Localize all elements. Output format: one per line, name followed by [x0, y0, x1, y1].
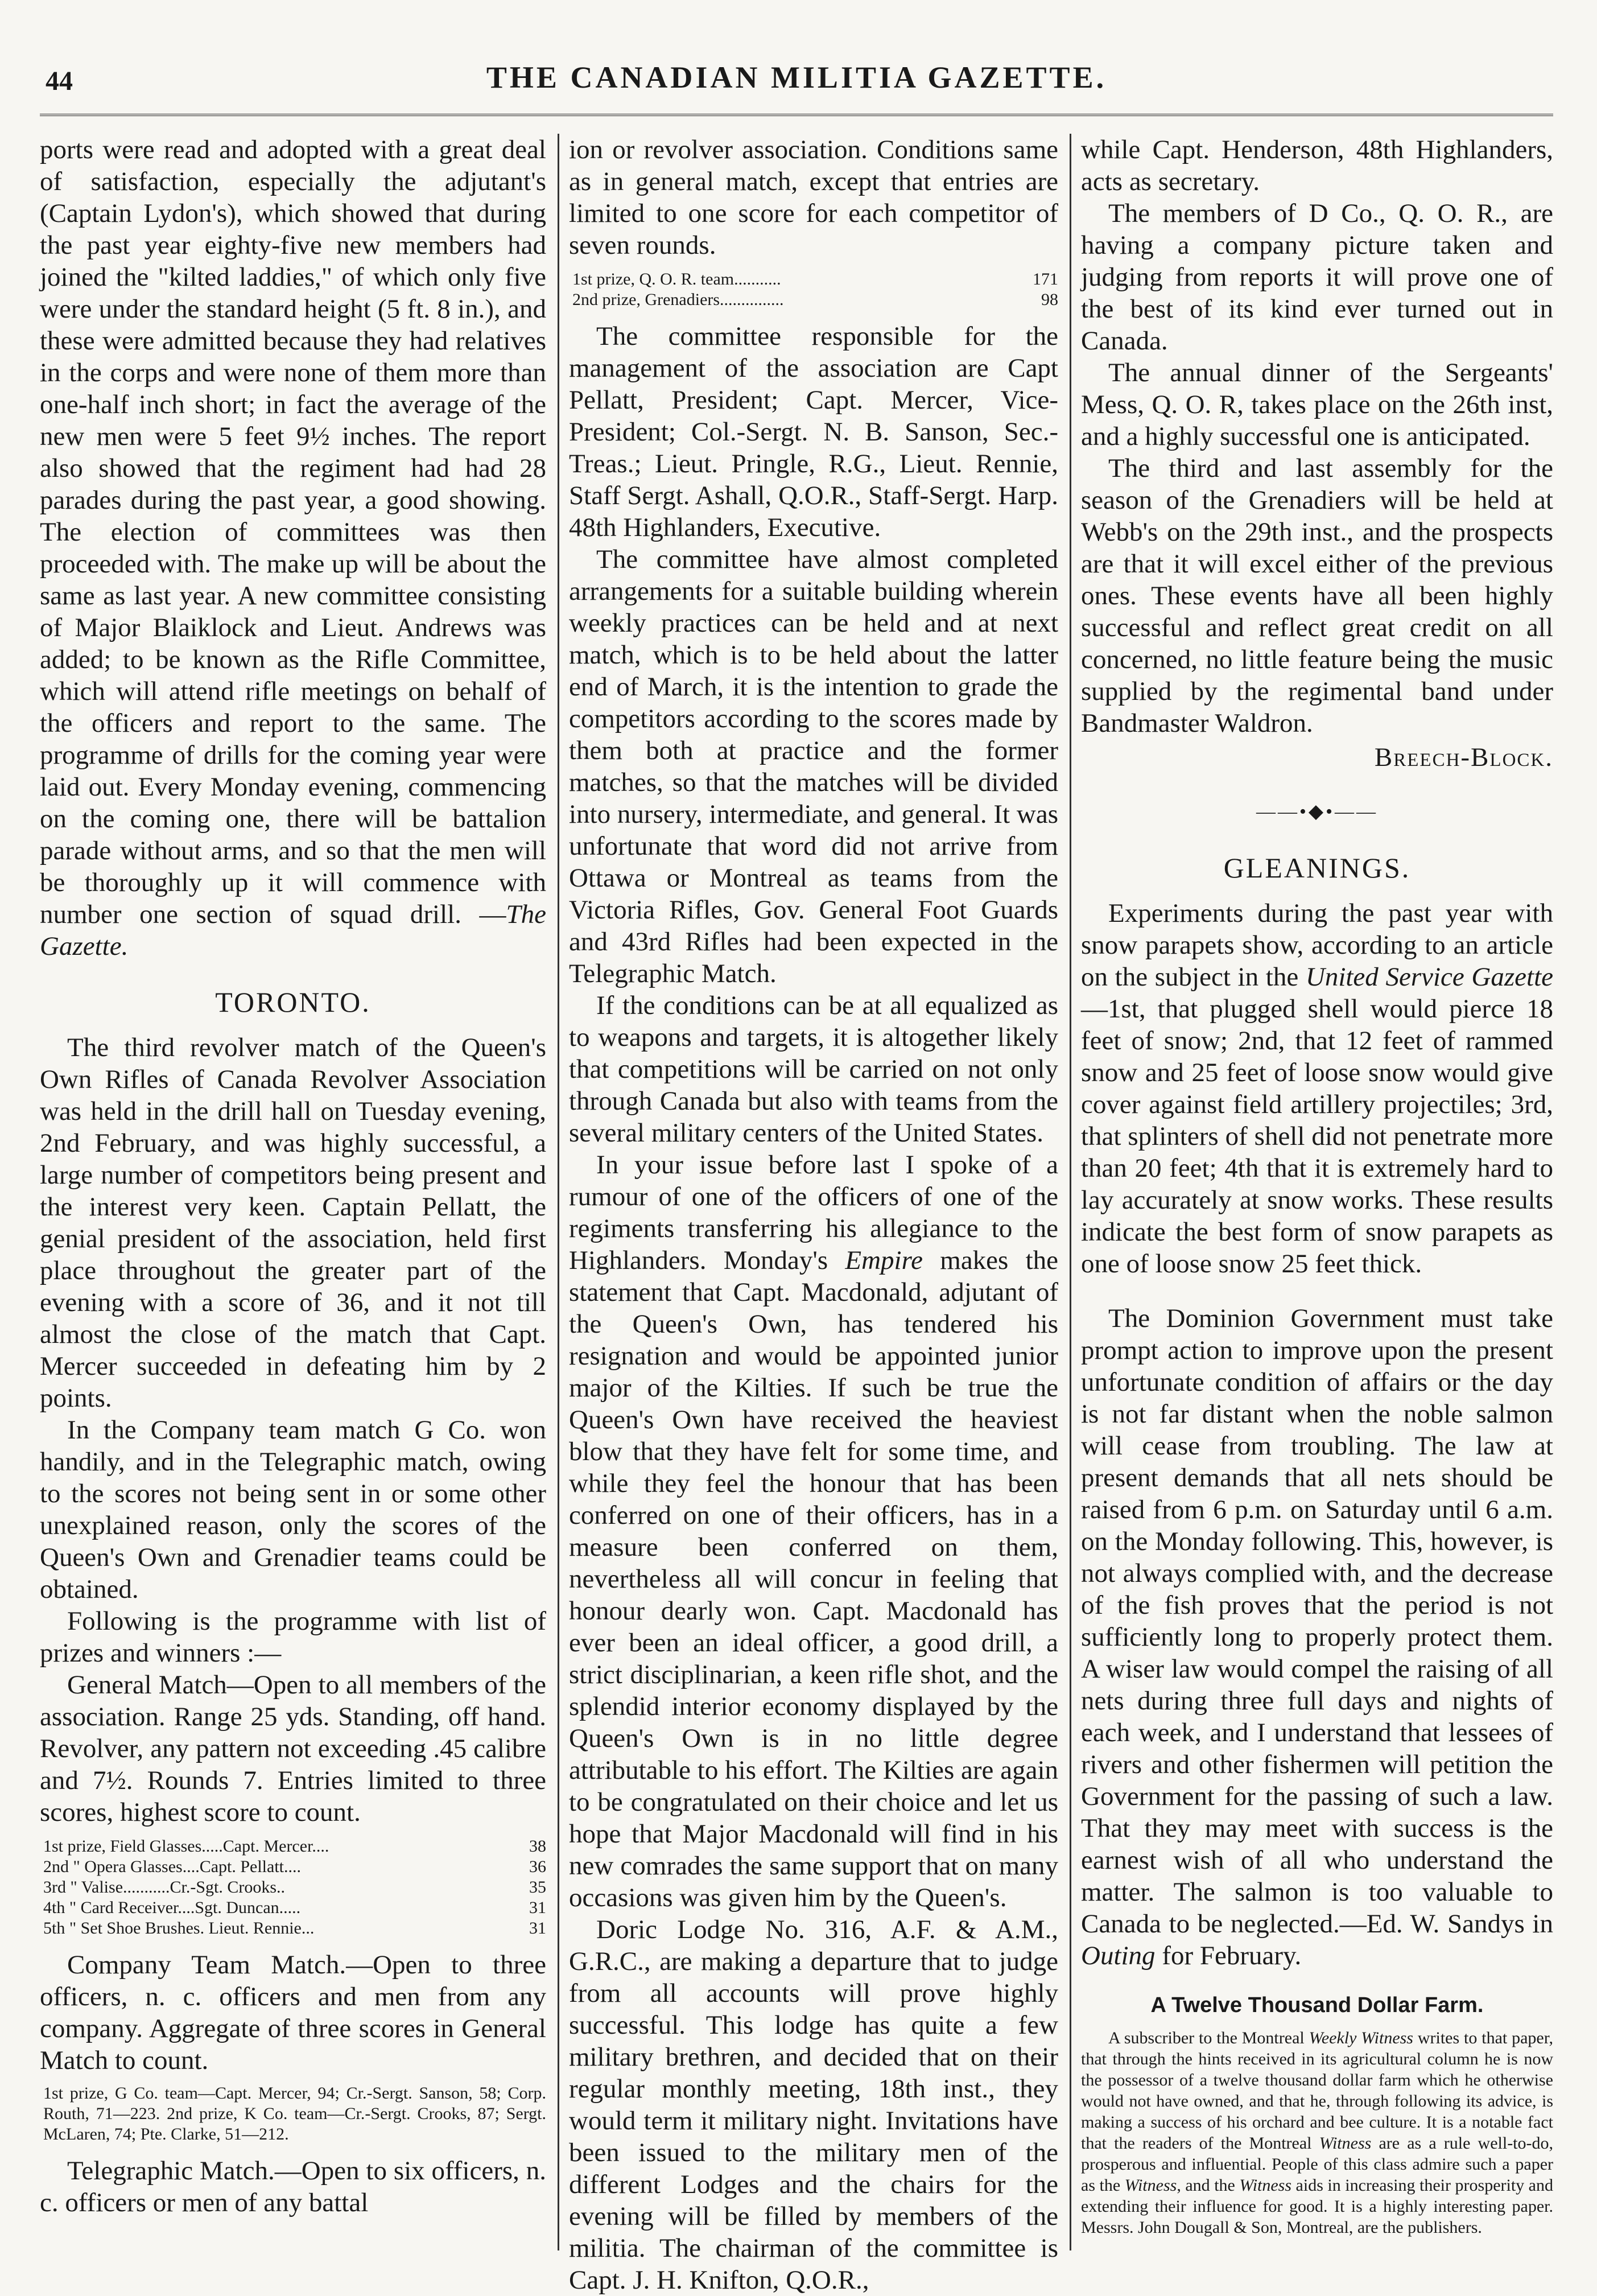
prize-row: [572, 290, 1058, 310]
paragraph: [1081, 897, 1553, 1280]
paragraph: The committee responsible for the management of the association are Capt Pellatt, President; Capt. Mercer, Vice-President; Col.-Sergt. N. B. Sanson, Sec.-Treas.; Lieut. Pringle, R.G., Lieut. Rennie, Staff Sergt. Ashall, Q.O.R., Staff-Sergt. Harp. 48th Highlanders, Executive.: [569, 321, 1058, 542]
paragraph: The committee have almost completed arrangements for a suitable building wherein weekly practices can be held and at next match, which is to be held about the latter end of March, it is the intention to grade the competitors according to the scores made by them both at practice and the former matches, so that the matches will be divided into nursery, intermediate, and general. It was unfortunate that word did not arrive from Ottawa or Montreal as teams from the Victoria Rifles, Gov. General Foot Guards and 43rd Rifles had been expected in the Telegraphic Match.: [569, 545, 1058, 988]
paragraph: General Match—Open to all members of the association. Range 25 yds. Standing, off hand. Revolver, any pattern not exceeding .45 calibre and 7½. Rounds 7. Entries limited to three scores, highest score to count.: [40, 1670, 546, 1827]
paragraph: Company Team Match.—Open to three officers, n. c. officers and men from any company. Aggregate of three scores in General Match to count.: [40, 1950, 546, 2075]
paragraph-text: ports were read and adopted with a great deal of satisfaction, especially the adjutant's (Captain Lydon's), which showed that during the past year eighty-five new members had joined the "kilted laddies," of which only five were under the standard height (5 ft. 8 in.), and these were admitted because they had relatives in the corps and were none of them more than one-half inch short; in fact the average of the new men were 5 feet 9½ inches. The report also showed that the regiment had had 28 parades during the past year, a good showing. The election of committees was then proceeded with. The make up will be about the same as last year. A new committee consisting of Major Blaiklock and Lieut. Andrews was added; to be known as the Rifle Committee, which will attend rifle meetings on behalf of the officers and report to the same. The programme of drills for the coming year were laid out. Every Monday evening, commencing on the coming one, there will be battalion parade without arms, and so that the men will be thoroughly up it will commence with number one section of squad drill. —: [40, 135, 546, 929]
column-1: [40, 134, 546, 2256]
prize-score: 31: [529, 1919, 546, 1938]
prize-label: 1st prize, Q. O. R. team...........: [572, 270, 781, 288]
section-heading-toronto: TORONTO.: [215, 986, 371, 1018]
page-number: 44: [46, 66, 73, 96]
paragraph: Following is the programme with list of prizes and winners :—: [40, 1606, 546, 1668]
page-header: [40, 54, 1553, 100]
prize-score: 98: [1041, 290, 1058, 309]
paragraph: Telegraphic Match.—Open to six officers, n. c. officers or men of any battal: [40, 2156, 546, 2217]
paragraph-text: In your issue before last I spoke of a rumour of one of the officers of one of the regiments transferring his allegiance to the Highlanders. Monday's: [569, 1150, 1058, 1275]
masthead-title: THE CANADIAN MILITIA GAZETTE.: [486, 60, 1107, 94]
prize-score: 171: [1033, 270, 1058, 288]
paragraph-text: for February.: [1162, 1941, 1302, 1971]
paragraph-text: aids in increasing their prosperity and extending their influence for good. It is a highly interesting paper. Messrs. John Dougall & Son, Montreal, are the publishers.: [1081, 2176, 1553, 2237]
prize-score: 31: [529, 1898, 546, 1917]
source-citation: The Gazette.: [40, 900, 546, 961]
paragraph-text: are as a rule well-to-do, prosperous and influential. People of this class admire such a paper as the: [1081, 2134, 1554, 2195]
paragraph: If the conditions can be at all equalized as to weapons and targets, it is altogether likely that competitions will be carried on not only through Canada but also with teams from the several military centers of the United States.: [569, 991, 1058, 1148]
section-heading-gleanings: GLEANINGS.: [1223, 852, 1411, 884]
paragraph: The members of D Co., Q. O. R., are having a company picture taken and judging from reports it will prove one of the best of its kind ever turned out in Canada.: [1081, 199, 1553, 356]
paragraph: The third and last assembly for the season of the Grenadiers will be held at Webb's on the 29th inst., and the prospects are that it will excel either of the previous ones. These events have all been highly successful and reflect great credit on all concerned, no little feature being the music supplied by the regimental band under Bandmaster Waldron.: [1081, 454, 1553, 738]
paragraph: The third revolver match of the Queen's Own Rifles of Canada Revolver Association was held in the drill hall on Tuesday evening, 2nd February, and was highly successful, a large number of competitors being present and the interest very keen. Captain Pellatt, the genial president of the association, held first place throughout the greater part of the evening with a score of 36, and it not till almost the close of the match that Capt. Mercer succeeded in defeating him by 2 points.: [40, 1033, 546, 1413]
prize-label: 1st prize, Field Glasses.....Capt. Mercer....: [43, 1837, 329, 1856]
paragraph-text: The Dominion Government must take prompt action to improve upon the present unfortunate condition of affairs or the day is not far distant when the noble salmon will cease from troubling. The law at present demands that all nets should be raised from 6 p.m. on Saturday until 6 a.m. on the Monday following. This, however, is not always complied with, and the decrease of the fish proves that the period is not sufficiently long to properly protect them. A wiser law would compel the raising of all nets during three full days and nights of each week, and I understand that lessees of rivers and other fishermen will petition the Government for the passing of such a law. That they may meet with success is the earnest wish of all who understand the matter. The salmon is too valuable to Canada to be neglected.—Ed. W. Sandys in: [1081, 1304, 1553, 1939]
column-2: [569, 134, 1059, 2295]
newspaper-name: Empire: [845, 1246, 923, 1275]
prize-label: 3rd " Valise...........Cr.-Sgt. Crooks..: [43, 1878, 286, 1897]
section-ornament: ——•◆•——: [1256, 801, 1378, 822]
prize-row: [43, 1857, 546, 1877]
paragraph: ion or revolver association. Conditions same as in general match, except that entries are limited to one score for each competitor of seven rounds.: [569, 135, 1058, 260]
prize-row: [572, 269, 1058, 290]
paragraph: The annual dinner of the Sergeants' Mess, Q. O. R, takes place on the 26th inst, and a highly successful one is anticipated.: [1081, 358, 1553, 451]
paragraph: [569, 1149, 1058, 1914]
paragraph: [1081, 1302, 1553, 1972]
paragraph-text: writes to that paper, that through the hints received in its agricultural column he is now the possessor of a twelve thousand dollar farm which he otherwise would not have owned, and that he, through following its advice, is making a success of his orchard and bee culture. It is a notable fact that the readers of the Montreal: [1081, 2029, 1554, 2153]
prize-row: [43, 1877, 546, 1898]
newspaper-name: Witness: [1319, 2134, 1372, 2153]
column-divider-1: [558, 134, 559, 2250]
paragraph: In the Company team match G Co. won handily, and in the Telegraphic match, owing to the scores not being sent in or some other unexplained reason, only the scores of the Queen's Own and Grenadier teams could be obtained.: [40, 1415, 546, 1604]
paragraph: [40, 134, 546, 962]
newspaper-name: Witness: [1124, 2176, 1177, 2195]
prize-label: 2nd prize, Grenadiers...............: [572, 290, 784, 309]
prize-score: 35: [529, 1878, 546, 1897]
paragraph-text: Experiments during the past year with snow parapets show, according to an article on the subject in the: [1081, 898, 1553, 992]
author-signature: Breech-Block.: [1374, 743, 1553, 772]
column-divider-2: [1070, 134, 1071, 2250]
prize-row: [43, 1836, 546, 1857]
prize-row: [43, 1918, 546, 1939]
paragraph: while Capt. Henderson, 48th Highlanders, acts as secretary.: [1081, 135, 1553, 196]
source-citation: United Service Gazette: [1305, 962, 1553, 992]
column-3: [1081, 134, 1553, 2256]
article-title: A Twelve Thousand Dollar Farm.: [1150, 1993, 1484, 2017]
paragraph-text: , and the: [1177, 2176, 1235, 2195]
paragraph-text: makes the statement that Capt. Macdonald, adjutant of the Queen's Own, has tendered his resignation and would be appointed junior major of the Kilties. If such be true the Queen's Own have received the heaviest blow that they have felt for some time, and while they feel the honour that has been conferred on one of their officers, has in a measure been conferred on them, nevertheless all will concur in feeling that honour dearly won. Capt. Macdonald has ever been an ideal officer, a good drill, a strict disciplinarian, a keen rifle shot, and the splendid interior economy displayed by the Queen's Own is in no little degree attributable to his effort. The Kilties are again to be congratulated on their choice and let us hope that Major Macdonald will find in his new comrades the same support that on many occasions was given him by the Queen's.: [569, 1246, 1059, 1912]
paragraph: [1081, 2027, 1553, 2238]
prize-list: [40, 1836, 546, 1939]
team-results: 1st prize, G Co. team—Capt. Mercer, 94; Cr.-Sergt. Sanson, 58; Corp. Routh, 71—223. 2nd prize, K Co. team—Cr.-Sergt. Crooks, 87; Sergt. McLaren, 74; Pte. Clarke, 51—212.: [43, 2084, 546, 2144]
prize-score: 36: [529, 1857, 546, 1876]
source-citation: Outing: [1081, 1941, 1156, 1971]
prize-label: 2nd " Opera Glasses....Capt. Pellatt....: [43, 1857, 302, 1876]
paragraph-text: —1st, that plugged shell would pierce 18 feet of snow; 2nd, that 12 feet of rammed snow and 25 feet of loose snow would give cover against field artillery projectiles; 3rd, that splinters of shell did not penetrate more than 20 feet; 4th that it is extremely hard to lay accurately at snow works. These results indicate the best form of snow parapets as one of loose snow 25 feet thick.: [1081, 994, 1553, 1279]
newspaper-name: Weekly Witness: [1309, 2029, 1413, 2047]
header-rule: [40, 114, 1553, 116]
paragraph-text: A subscriber to the Montreal: [1108, 2029, 1305, 2047]
paragraph: Doric Lodge No. 316, A.F. & A.M., G.R.C., are making a departure that to judge from all accounts will prove highly successful. This lodge has quite a few military brethren, and decided that on their regular monthly meeting, 18th inst., they would term it military night. Invitations have been issued to the military men of the different Lodges and the chairs for the evening will be filled by members of the militia. The chairman of the committee is Capt. J. H. Knifton, Q.O.R.,: [569, 1915, 1058, 2295]
prize-row: [43, 1898, 546, 1918]
newspaper-name: Witness: [1239, 2176, 1292, 2195]
prize-label: 5th " Set Shoe Brushes. Lieut. Rennie...: [43, 1919, 315, 1938]
prize-label: 4th " Card Receiver....Sgt. Duncan.....: [43, 1898, 301, 1917]
prize-list: [569, 269, 1058, 310]
prize-score: 38: [529, 1837, 546, 1856]
